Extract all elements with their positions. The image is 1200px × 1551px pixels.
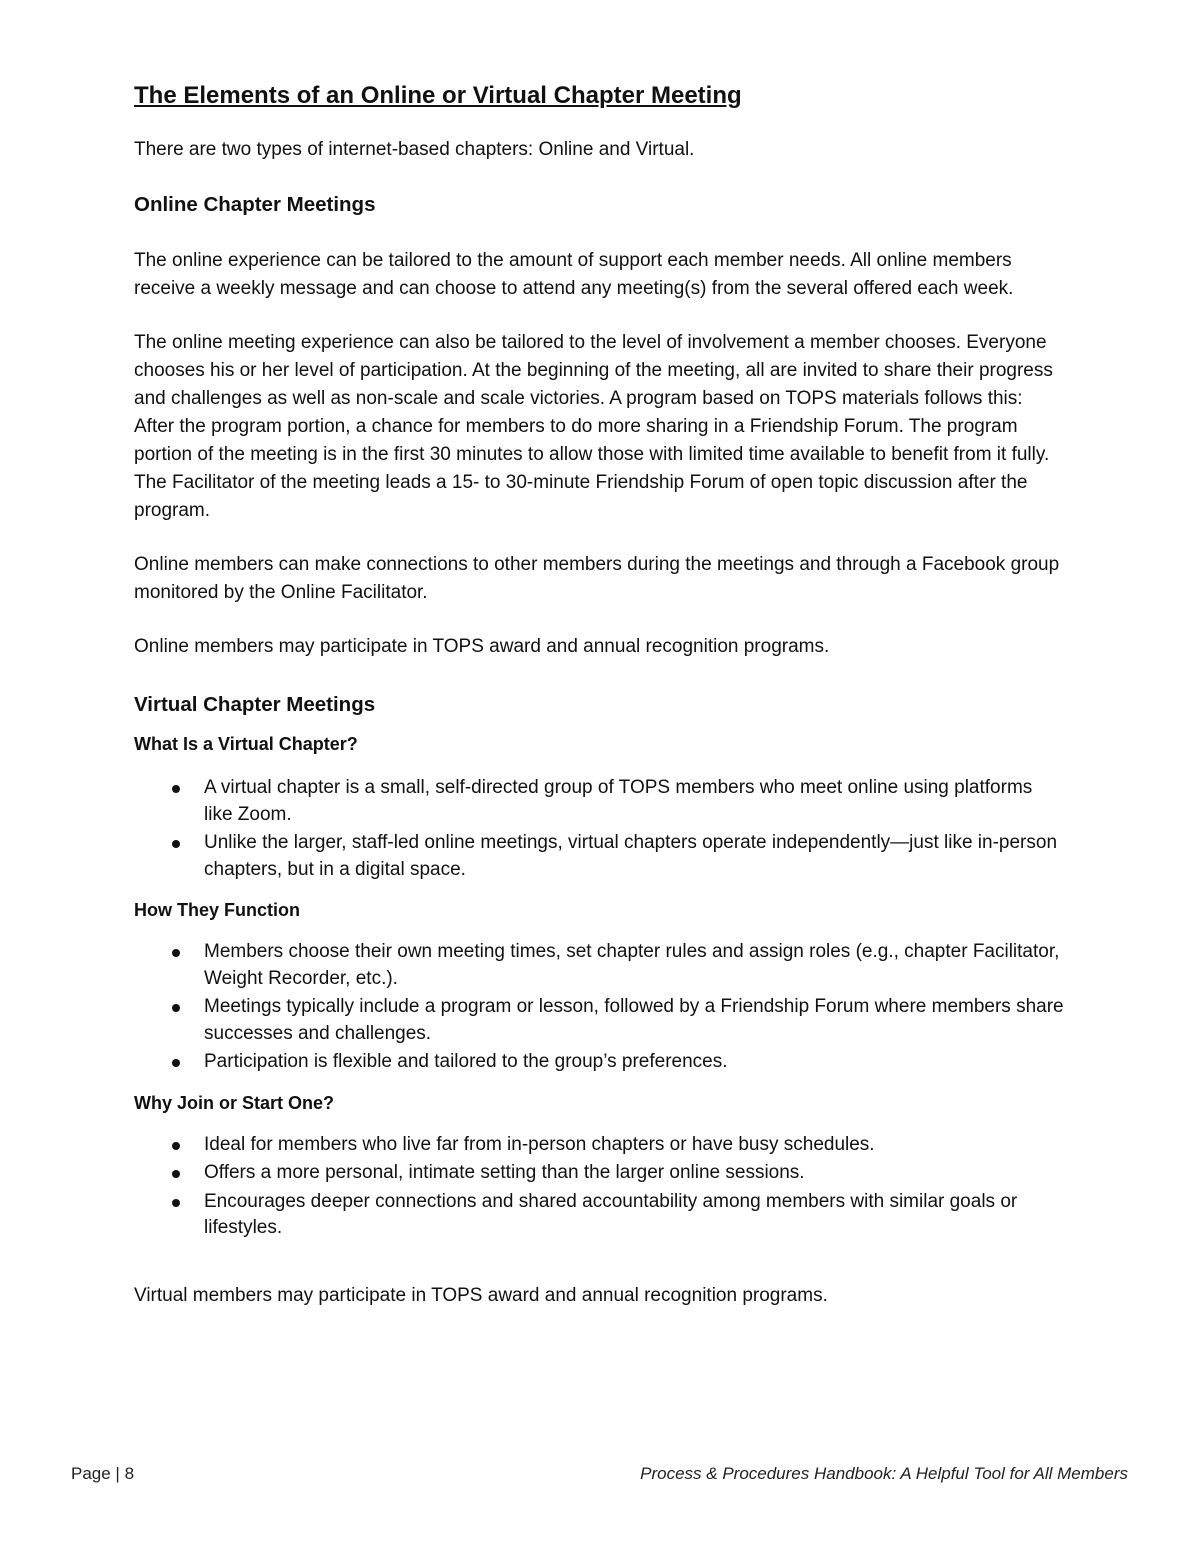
list-item-text: Unlike the larger, staff-led online meetings, virtual chapters operate independently—just like in-person chapters, but in a digital space. [204, 832, 1058, 880]
list-item [134, 939, 1064, 992]
online-meetings-heading: Online Chapter Meetings [134, 193, 376, 216]
page-title: The Elements of an Online or Virtual Chapter Meeting [134, 82, 742, 109]
list-item [134, 775, 1064, 828]
list-item-text: A virtual chapter is a small, self-directed group of TOPS members who meet online using platforms like Zoom. [204, 777, 1033, 825]
bullet-icon [172, 840, 180, 848]
handbook-title: Process & Procedures Handbook: A Helpful Tool for All Members [640, 1464, 1128, 1483]
online-paragraph: Online members can make connections to other members during the meetings and through a Facebook group monitored by the Online Facilitator. [134, 554, 1060, 603]
list-item-text: Offers a more personal, intimate setting than the larger online sessions. [204, 1162, 805, 1183]
bullet-icon [172, 1170, 180, 1178]
list-item-text: Ideal for members who live far from in-person chapters or have busy schedules. [204, 1133, 875, 1155]
list-item-text: Meetings typically include a program or lesson, followed by a Friendship Forum where members share successes and challenges. [204, 996, 1064, 1044]
page-content [134, 80, 1064, 1310]
virtual-subheading: What Is a Virtual Chapter? [134, 734, 358, 754]
list-item [134, 1160, 1064, 1187]
list-item [134, 1132, 1064, 1159]
bullet-list [134, 775, 1064, 883]
virtual-subheading: Why Join or Start One? [134, 1092, 335, 1113]
bullet-icon [172, 1004, 180, 1012]
online-paragraph: Online members may participate in TOPS award and annual recognition programs. [134, 636, 830, 657]
list-item-text: Participation is flexible and tailored to the group’s preferences. [204, 1051, 728, 1072]
bullet-list [134, 1132, 1064, 1242]
virtual-meetings-heading: Virtual Chapter Meetings [134, 693, 376, 716]
list-item [134, 1049, 1064, 1076]
list-item-text: Members choose their own meeting times, set chapter rules and assign roles (e.g., chapter Facilitator, Weight Recorder, etc.). [204, 941, 1060, 989]
intro-paragraph: There are two types of internet-based chapters: Online and Virtual. [134, 139, 695, 160]
list-item [134, 830, 1064, 883]
list-item [134, 994, 1064, 1047]
virtual-subheading: How They Function [134, 900, 300, 920]
bullet-icon [172, 1059, 180, 1067]
bullet-icon [172, 1142, 180, 1150]
online-paragraph: The online meeting experience can also be tailored to the level of involvement a member chooses. Everyone chooses his or her level of participation. At the beginning of the meeting, all are invited to share their progress and challenges as well as non-scale and scale victories. A program based on TOPS materials follows this: After the program portion, a chance for members to do more sharing in a Friendship Forum. The program portion of the meeting is in the first 30 minutes to allow those with limited time available to benefit from it fully. The Facilitator of the meeting leads a 15- to 30-minute Friendship Forum of open topic discussion after the program. [134, 332, 1053, 521]
bullet-icon [172, 949, 180, 957]
list-item-text: Encourages deeper connections and shared accountability among members with similar goals or lifestyles. [204, 1190, 1018, 1238]
bullet-icon [172, 785, 180, 793]
closing-paragraph: Virtual members may participate in TOPS award and annual recognition programs. [134, 1284, 828, 1306]
list-item [134, 1189, 1064, 1242]
online-paragraph: The online experience can be tailored to the amount of support each member needs. All online members receive a weekly message and can choose to attend any meeting(s) from the several offered each week. [134, 250, 1014, 299]
page-number: Page | 8 [71, 1464, 135, 1483]
bullet-icon [172, 1199, 180, 1207]
bullet-list [134, 939, 1064, 1076]
